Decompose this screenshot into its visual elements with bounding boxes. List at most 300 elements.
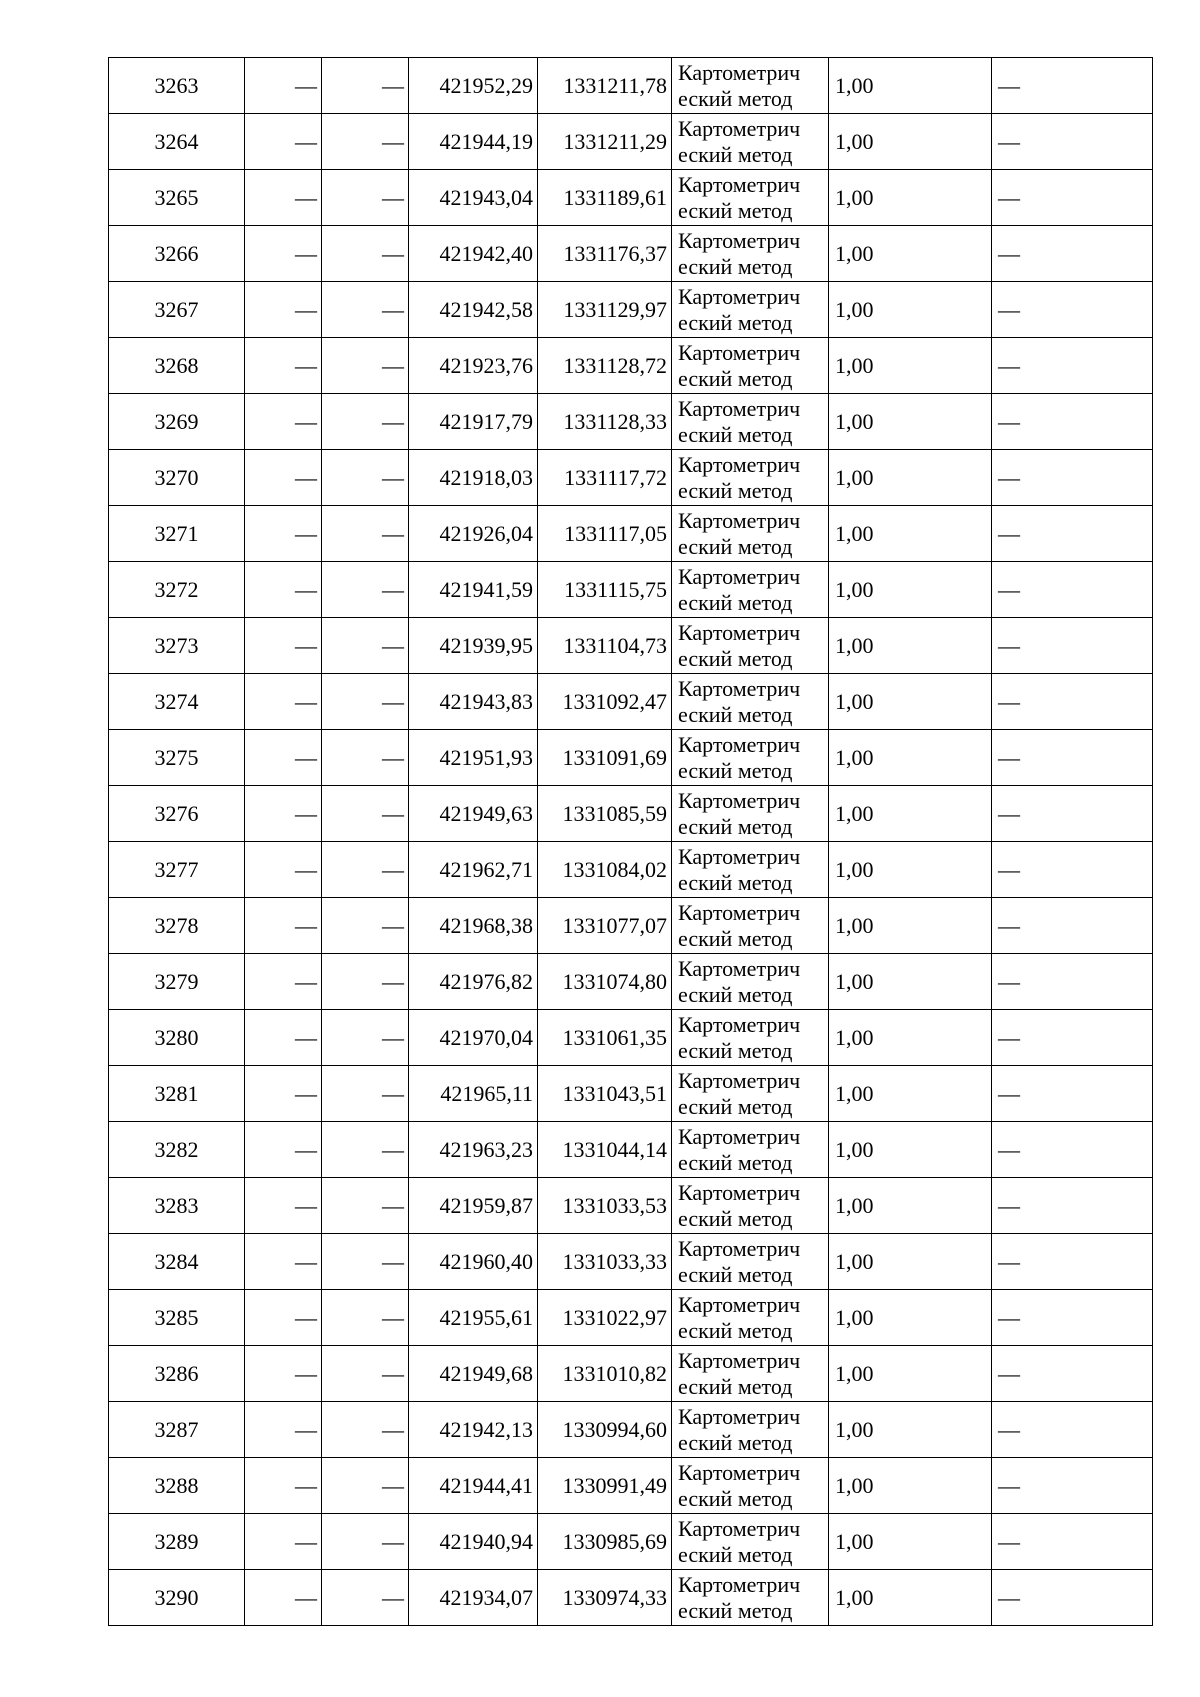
method-line-2: еский метод	[678, 365, 793, 391]
y-coordinate-cell: 1331211,78	[538, 58, 672, 114]
dash-cell: —	[322, 170, 409, 226]
description-cell: —	[992, 1514, 1153, 1570]
accuracy-cell: 1,00	[829, 1570, 992, 1626]
description-cell: —	[992, 954, 1153, 1010]
method-line-1: Картометрич	[678, 1123, 801, 1149]
x-coordinate-cell: 421942,58	[409, 282, 538, 338]
method-line-1: Картометрич	[678, 731, 801, 757]
method-cell	[672, 1178, 829, 1234]
dash-cell: —	[322, 282, 409, 338]
accuracy-cell: 1,00	[829, 226, 992, 282]
method-line-1: Картометрич	[678, 395, 801, 421]
method-line-2: еский метод	[678, 1037, 793, 1063]
method-cell	[672, 1458, 829, 1514]
dash-cell: —	[322, 1570, 409, 1626]
dash-cell: —	[322, 730, 409, 786]
dash-cell: —	[322, 1122, 409, 1178]
x-coordinate-cell: 421943,83	[409, 674, 538, 730]
dash-cell: —	[322, 1234, 409, 1290]
dash-cell: —	[245, 1066, 322, 1122]
dash-cell: —	[245, 1010, 322, 1066]
x-coordinate-cell: 421976,82	[409, 954, 538, 1010]
accuracy-cell: 1,00	[829, 1234, 992, 1290]
description-cell: —	[992, 506, 1153, 562]
table-row	[109, 1402, 1153, 1458]
description-cell: —	[992, 562, 1153, 618]
method-line-1: Картометрич	[678, 115, 801, 141]
y-coordinate-cell: 1331117,72	[538, 450, 672, 506]
point-number-cell: 3290	[109, 1570, 245, 1626]
method-line-1: Картометрич	[678, 1459, 801, 1485]
point-number-cell: 3269	[109, 394, 245, 450]
dash-cell: —	[322, 674, 409, 730]
point-number-cell: 3282	[109, 1122, 245, 1178]
dash-cell: —	[245, 786, 322, 842]
y-coordinate-cell: 1331084,02	[538, 842, 672, 898]
accuracy-cell: 1,00	[829, 730, 992, 786]
method-cell	[672, 674, 829, 730]
dash-cell: —	[322, 898, 409, 954]
method-line-2: еский метод	[678, 757, 793, 783]
method-line-2: еский метод	[678, 1317, 793, 1343]
method-line-1: Картометрич	[678, 899, 801, 925]
description-cell: —	[992, 1290, 1153, 1346]
y-coordinate-cell: 1331061,35	[538, 1010, 672, 1066]
point-number-cell: 3271	[109, 506, 245, 562]
table-row	[109, 1234, 1153, 1290]
description-cell: —	[992, 1234, 1153, 1290]
description-cell: —	[992, 674, 1153, 730]
y-coordinate-cell: 1331115,75	[538, 562, 672, 618]
method-line-2: еский метод	[678, 309, 793, 335]
dash-cell: —	[322, 842, 409, 898]
accuracy-cell: 1,00	[829, 1514, 992, 1570]
table-row	[109, 1346, 1153, 1402]
x-coordinate-cell: 421960,40	[409, 1234, 538, 1290]
table-row	[109, 730, 1153, 786]
dash-cell: —	[322, 1066, 409, 1122]
dash-cell: —	[245, 450, 322, 506]
dash-cell: —	[245, 226, 322, 282]
description-cell: —	[992, 1010, 1153, 1066]
method-line-1: Картометрич	[678, 1347, 801, 1373]
accuracy-cell: 1,00	[829, 338, 992, 394]
x-coordinate-cell: 421963,23	[409, 1122, 538, 1178]
y-coordinate-cell: 1331104,73	[538, 618, 672, 674]
dash-cell: —	[245, 674, 322, 730]
table-row	[109, 114, 1153, 170]
y-coordinate-cell: 1331128,33	[538, 394, 672, 450]
method-line-2: еский метод	[678, 813, 793, 839]
method-line-1: Картометрич	[678, 283, 801, 309]
accuracy-cell: 1,00	[829, 898, 992, 954]
dash-cell: —	[245, 114, 322, 170]
method-line-1: Картометрич	[678, 787, 801, 813]
method-line-2: еский метод	[678, 645, 793, 671]
method-line-2: еский метод	[678, 1205, 793, 1231]
method-line-2: еский метод	[678, 1093, 793, 1119]
point-number-cell: 3272	[109, 562, 245, 618]
point-number-cell: 3263	[109, 58, 245, 114]
method-cell	[672, 618, 829, 674]
description-cell: —	[992, 338, 1153, 394]
dash-cell: —	[322, 1514, 409, 1570]
method-line-1: Картометрич	[678, 451, 801, 477]
dash-cell: —	[245, 1122, 322, 1178]
method-cell	[672, 1066, 829, 1122]
y-coordinate-cell: 1331092,47	[538, 674, 672, 730]
y-coordinate-cell: 1331211,29	[538, 114, 672, 170]
dash-cell: —	[245, 562, 322, 618]
dash-cell: —	[245, 618, 322, 674]
y-coordinate-cell: 1331129,97	[538, 282, 672, 338]
x-coordinate-cell: 421949,68	[409, 1346, 538, 1402]
y-coordinate-cell: 1331022,97	[538, 1290, 672, 1346]
dash-cell: —	[322, 58, 409, 114]
table-row	[109, 58, 1153, 114]
y-coordinate-cell: 1331033,33	[538, 1234, 672, 1290]
x-coordinate-cell: 421959,87	[409, 1178, 538, 1234]
accuracy-cell: 1,00	[829, 58, 992, 114]
dash-cell: —	[245, 506, 322, 562]
point-number-cell: 3279	[109, 954, 245, 1010]
description-cell: —	[992, 730, 1153, 786]
dash-cell: —	[245, 1290, 322, 1346]
accuracy-cell: 1,00	[829, 1458, 992, 1514]
y-coordinate-cell: 1331085,59	[538, 786, 672, 842]
table-row	[109, 450, 1153, 506]
method-line-2: еский метод	[678, 421, 793, 447]
method-cell	[672, 1514, 829, 1570]
x-coordinate-cell: 421939,95	[409, 618, 538, 674]
point-number-cell: 3278	[109, 898, 245, 954]
point-number-cell: 3273	[109, 618, 245, 674]
table-row	[109, 1458, 1153, 1514]
accuracy-cell: 1,00	[829, 170, 992, 226]
point-number-cell: 3287	[109, 1402, 245, 1458]
method-line-2: еский метод	[678, 869, 793, 895]
point-number-cell: 3268	[109, 338, 245, 394]
description-cell: —	[992, 1122, 1153, 1178]
y-coordinate-cell: 1330991,49	[538, 1458, 672, 1514]
dash-cell: —	[322, 338, 409, 394]
x-coordinate-cell: 421918,03	[409, 450, 538, 506]
point-number-cell: 3267	[109, 282, 245, 338]
method-cell	[672, 58, 829, 114]
dash-cell: —	[245, 954, 322, 1010]
point-number-cell: 3284	[109, 1234, 245, 1290]
accuracy-cell: 1,00	[829, 674, 992, 730]
table-row	[109, 898, 1153, 954]
method-line-1: Картометрич	[678, 1179, 801, 1205]
dash-cell: —	[322, 786, 409, 842]
accuracy-cell: 1,00	[829, 562, 992, 618]
table-row	[109, 1570, 1153, 1626]
y-coordinate-cell: 1331189,61	[538, 170, 672, 226]
point-number-cell: 3288	[109, 1458, 245, 1514]
method-line-1: Картометрич	[678, 339, 801, 365]
dash-cell: —	[245, 170, 322, 226]
dash-cell: —	[322, 1346, 409, 1402]
table-row	[109, 786, 1153, 842]
method-line-2: еский метод	[678, 1541, 793, 1567]
dash-cell: —	[322, 114, 409, 170]
method-cell	[672, 1290, 829, 1346]
x-coordinate-cell: 421942,13	[409, 1402, 538, 1458]
x-coordinate-cell: 421943,04	[409, 170, 538, 226]
dash-cell: —	[245, 394, 322, 450]
method-line-1: Картометрич	[678, 227, 801, 253]
point-number-cell: 3286	[109, 1346, 245, 1402]
y-coordinate-cell: 1331091,69	[538, 730, 672, 786]
y-coordinate-cell: 1331077,07	[538, 898, 672, 954]
table-row	[109, 394, 1153, 450]
method-cell	[672, 898, 829, 954]
accuracy-cell: 1,00	[829, 1290, 992, 1346]
accuracy-cell: 1,00	[829, 114, 992, 170]
description-cell: —	[992, 1402, 1153, 1458]
description-cell: —	[992, 1066, 1153, 1122]
dash-cell: —	[322, 1458, 409, 1514]
description-cell: —	[992, 898, 1153, 954]
point-number-cell: 3281	[109, 1066, 245, 1122]
table-row	[109, 338, 1153, 394]
method-line-2: еский метод	[678, 589, 793, 615]
method-line-2: еский метод	[678, 85, 793, 111]
accuracy-cell: 1,00	[829, 1178, 992, 1234]
description-cell: —	[992, 394, 1153, 450]
x-coordinate-cell: 421952,29	[409, 58, 538, 114]
table-row	[109, 1178, 1153, 1234]
x-coordinate-cell: 421940,94	[409, 1514, 538, 1570]
dash-cell: —	[245, 898, 322, 954]
method-cell	[672, 338, 829, 394]
point-number-cell: 3264	[109, 114, 245, 170]
description-cell: —	[992, 58, 1153, 114]
method-line-2: еский метод	[678, 1373, 793, 1399]
table-row	[109, 1290, 1153, 1346]
y-coordinate-cell: 1331043,51	[538, 1066, 672, 1122]
point-number-cell: 3289	[109, 1514, 245, 1570]
dash-cell: —	[322, 450, 409, 506]
description-cell: —	[992, 1178, 1153, 1234]
description-cell: —	[992, 1570, 1153, 1626]
y-coordinate-cell: 1331074,80	[538, 954, 672, 1010]
method-cell	[672, 954, 829, 1010]
method-cell	[672, 562, 829, 618]
method-cell	[672, 450, 829, 506]
point-number-cell: 3266	[109, 226, 245, 282]
description-cell: —	[992, 170, 1153, 226]
dash-cell: —	[322, 394, 409, 450]
point-number-cell: 3265	[109, 170, 245, 226]
table-row	[109, 674, 1153, 730]
y-coordinate-cell: 1330994,60	[538, 1402, 672, 1458]
accuracy-cell: 1,00	[829, 954, 992, 1010]
method-cell	[672, 1570, 829, 1626]
y-coordinate-cell: 1331117,05	[538, 506, 672, 562]
point-number-cell: 3283	[109, 1178, 245, 1234]
table-row	[109, 562, 1153, 618]
y-coordinate-cell: 1331033,53	[538, 1178, 672, 1234]
point-number-cell: 3270	[109, 450, 245, 506]
method-line-1: Картометрич	[678, 619, 801, 645]
method-cell	[672, 282, 829, 338]
table-row	[109, 618, 1153, 674]
x-coordinate-cell: 421926,04	[409, 506, 538, 562]
method-line-2: еский метод	[678, 1149, 793, 1175]
method-line-1: Картометрич	[678, 1291, 801, 1317]
accuracy-cell: 1,00	[829, 618, 992, 674]
table-body	[109, 58, 1153, 1626]
method-cell	[672, 1402, 829, 1458]
method-cell	[672, 842, 829, 898]
y-coordinate-cell: 1330974,33	[538, 1570, 672, 1626]
table-row	[109, 226, 1153, 282]
description-cell: —	[992, 450, 1153, 506]
point-number-cell: 3280	[109, 1010, 245, 1066]
accuracy-cell: 1,00	[829, 506, 992, 562]
dash-cell: —	[322, 618, 409, 674]
x-coordinate-cell: 421923,76	[409, 338, 538, 394]
method-cell	[672, 1010, 829, 1066]
method-cell	[672, 226, 829, 282]
x-coordinate-cell: 421941,59	[409, 562, 538, 618]
x-coordinate-cell: 421934,07	[409, 1570, 538, 1626]
description-cell: —	[992, 282, 1153, 338]
method-line-1: Картометрич	[678, 1011, 801, 1037]
method-cell	[672, 786, 829, 842]
description-cell: —	[992, 1346, 1153, 1402]
accuracy-cell: 1,00	[829, 282, 992, 338]
method-line-1: Картометрич	[678, 955, 801, 981]
table-row	[109, 1066, 1153, 1122]
method-cell	[672, 1122, 829, 1178]
y-coordinate-cell: 1330985,69	[538, 1514, 672, 1570]
dash-cell: —	[245, 1234, 322, 1290]
x-coordinate-cell: 421944,19	[409, 114, 538, 170]
method-line-1: Картометрич	[678, 563, 801, 589]
dash-cell: —	[245, 282, 322, 338]
point-number-cell: 3276	[109, 786, 245, 842]
method-cell	[672, 1346, 829, 1402]
point-number-cell: 3277	[109, 842, 245, 898]
point-number-cell: 3285	[109, 1290, 245, 1346]
description-cell: —	[992, 114, 1153, 170]
method-line-1: Картометрич	[678, 1515, 801, 1541]
dash-cell: —	[245, 1346, 322, 1402]
x-coordinate-cell: 421955,61	[409, 1290, 538, 1346]
x-coordinate-cell: 421951,93	[409, 730, 538, 786]
method-line-1: Картометрич	[678, 675, 801, 701]
x-coordinate-cell: 421968,38	[409, 898, 538, 954]
point-number-cell: 3275	[109, 730, 245, 786]
x-coordinate-cell: 421944,41	[409, 1458, 538, 1514]
method-line-2: еский метод	[678, 197, 793, 223]
method-line-2: еский метод	[678, 1597, 793, 1623]
x-coordinate-cell: 421962,71	[409, 842, 538, 898]
dash-cell: —	[322, 562, 409, 618]
accuracy-cell: 1,00	[829, 394, 992, 450]
dash-cell: —	[322, 1010, 409, 1066]
point-number-cell: 3274	[109, 674, 245, 730]
table-row	[109, 954, 1153, 1010]
dash-cell: —	[245, 1402, 322, 1458]
dash-cell: —	[322, 506, 409, 562]
dash-cell: —	[245, 58, 322, 114]
table-row	[109, 282, 1153, 338]
x-coordinate-cell: 421917,79	[409, 394, 538, 450]
method-cell	[672, 730, 829, 786]
table-row	[109, 170, 1153, 226]
dash-cell: —	[322, 226, 409, 282]
method-line-1: Картометрич	[678, 1235, 801, 1261]
method-cell	[672, 114, 829, 170]
y-coordinate-cell: 1331128,72	[538, 338, 672, 394]
description-cell: —	[992, 842, 1153, 898]
description-cell: —	[992, 1458, 1153, 1514]
method-line-1: Картометрич	[678, 1571, 801, 1597]
dash-cell: —	[322, 1290, 409, 1346]
dash-cell: —	[245, 1178, 322, 1234]
method-line-2: еский метод	[678, 533, 793, 559]
method-cell	[672, 506, 829, 562]
table-row	[109, 1010, 1153, 1066]
description-cell: —	[992, 786, 1153, 842]
table-row	[109, 1122, 1153, 1178]
method-line-2: еский метод	[678, 1261, 793, 1287]
accuracy-cell: 1,00	[829, 842, 992, 898]
accuracy-cell: 1,00	[829, 1066, 992, 1122]
accuracy-cell: 1,00	[829, 786, 992, 842]
dash-cell: —	[245, 730, 322, 786]
method-line-1: Картометрич	[678, 1403, 801, 1429]
y-coordinate-cell: 1331176,37	[538, 226, 672, 282]
dash-cell: —	[245, 842, 322, 898]
dash-cell: —	[322, 1402, 409, 1458]
method-line-2: еский метод	[678, 477, 793, 503]
x-coordinate-cell: 421949,63	[409, 786, 538, 842]
accuracy-cell: 1,00	[829, 450, 992, 506]
method-cell	[672, 394, 829, 450]
description-cell: —	[992, 618, 1153, 674]
x-coordinate-cell: 421965,11	[409, 1066, 538, 1122]
method-line-2: еский метод	[678, 701, 793, 727]
x-coordinate-cell: 421970,04	[409, 1010, 538, 1066]
method-line-2: еский метод	[678, 141, 793, 167]
method-line-1: Картометрич	[678, 1067, 801, 1093]
method-line-2: еский метод	[678, 981, 793, 1007]
method-line-1: Картометрич	[678, 171, 801, 197]
accuracy-cell: 1,00	[829, 1122, 992, 1178]
table-row	[109, 1514, 1153, 1570]
method-line-1: Картометрич	[678, 843, 801, 869]
y-coordinate-cell: 1331044,14	[538, 1122, 672, 1178]
table-row	[109, 506, 1153, 562]
method-line-2: еский метод	[678, 925, 793, 951]
accuracy-cell: 1,00	[829, 1402, 992, 1458]
method-cell	[672, 1234, 829, 1290]
dash-cell: —	[245, 1570, 322, 1626]
method-cell	[672, 170, 829, 226]
method-line-1: Картометрич	[678, 59, 801, 85]
dash-cell: —	[245, 1514, 322, 1570]
method-line-2: еский метод	[678, 1485, 793, 1511]
dash-cell: —	[245, 1458, 322, 1514]
method-line-2: еский метод	[678, 253, 793, 279]
dash-cell: —	[322, 954, 409, 1010]
method-line-2: еский метод	[678, 1429, 793, 1455]
